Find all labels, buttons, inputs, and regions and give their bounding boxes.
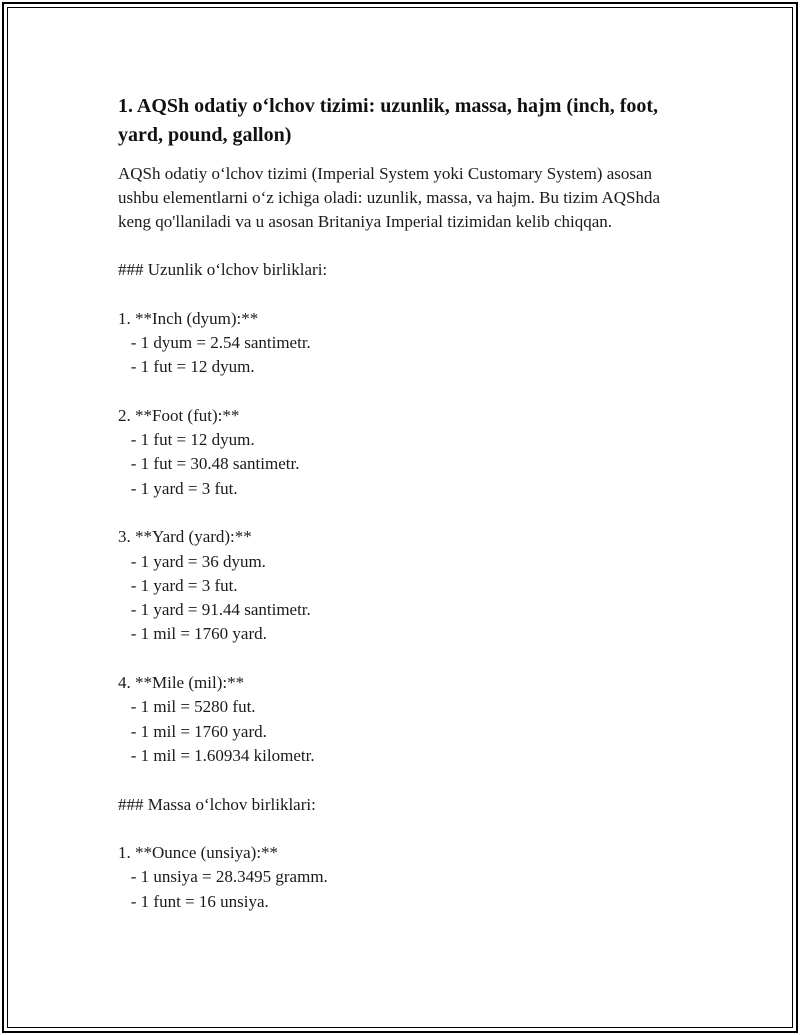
list-item-heading: 4. **Mile (mil):** — [118, 673, 245, 693]
list-item-heading: 2. **Foot (fut):** — [118, 405, 240, 425]
list-subitem: - 1 yard = 91.44 santimetr. — [118, 600, 311, 620]
list-subitem: - 1 dyum = 2.54 santimetr. — [118, 332, 311, 352]
blank-line — [118, 647, 678, 671]
blank-line — [118, 768, 678, 792]
list-subitem: - 1 yard = 3 fut. — [118, 575, 238, 595]
list-subitem: - 1 mil = 1.60934 kilometr. — [118, 745, 315, 765]
blank-line — [118, 817, 678, 841]
document-title: 1. AQSh odatiy o‘lchov tizimi: uzunlik, massa, hajm (inch, foot, yard, pound, gallon) — [118, 95, 659, 146]
list-subitem: - 1 fut = 12 dyum. — [118, 430, 255, 450]
list-subitem: - 1 fut = 30.48 santimetr. — [118, 454, 300, 474]
intro-paragraph: AQSh odatiy o‘lchov tizimi (Imperial System yoki Customary System) asosan ushbu elementlarni o‘z ichiga oladi: uzunlik, massa, va hajm. Bu tizim AQShda keng qo'llaniladi va u asosan Britaniya Imperial tizimidan kelib chiqqan. — [118, 164, 660, 231]
list-item-heading: 1. **Inch (dyum):** — [118, 308, 259, 328]
blank-line — [118, 282, 678, 306]
list-subitem: - 1 mil = 1760 yard. — [118, 721, 267, 741]
blank-line — [118, 501, 678, 525]
list-item-heading: 3. **Yard (yard):** — [118, 527, 252, 547]
document-content — [118, 92, 678, 914]
list-subitem: - 1 yard = 3 fut. — [118, 478, 238, 498]
section-heading: ### Massa o‘lchov birliklari: — [118, 794, 316, 814]
list-subitem: - 1 unsiya = 28.3495 gramm. — [118, 867, 328, 887]
section-heading: ### Uzunlik o‘lchov birliklari: — [118, 260, 328, 279]
list-subitem: - 1 mil = 5280 fut. — [118, 697, 256, 717]
list-subitem: - 1 funt = 16 unsiya. — [118, 891, 269, 911]
blank-line — [118, 379, 678, 403]
list-subitem: - 1 mil = 1760 yard. — [118, 624, 267, 644]
list-subitem: - 1 fut = 12 dyum. — [118, 357, 255, 377]
document-body — [118, 258, 678, 914]
list-subitem: - 1 yard = 36 dyum. — [118, 551, 266, 571]
list-item-heading: 1. **Ounce (unsiya):** — [118, 843, 279, 863]
